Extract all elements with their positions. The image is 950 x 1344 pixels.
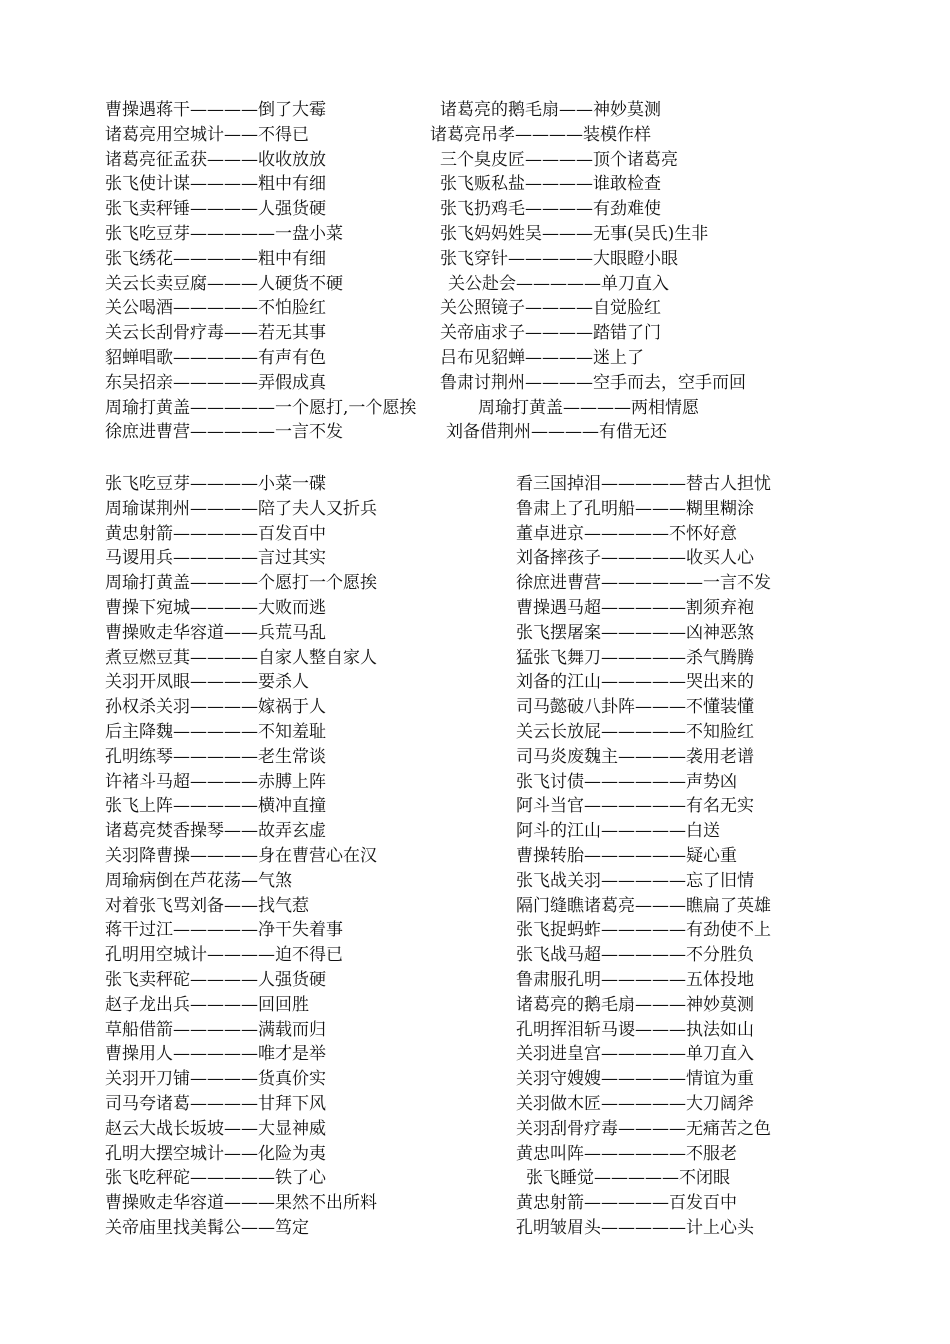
list-row [0, 396, 950, 421]
list-row [0, 596, 950, 621]
list-row [0, 346, 950, 371]
saying-left: 对着张飞骂刘备——找气惹 [105, 895, 309, 916]
saying-right: 张飞穿针—————大眼瞪小眼 [440, 248, 678, 269]
saying-right: 周瑜打黄盖————两相情愿 [478, 397, 699, 418]
saying-left: 赵云大战长坂坡——大显神威 [105, 1118, 326, 1139]
xiehouyu-list-section-1 [0, 98, 950, 445]
saying-left: 关羽开凤眼————要杀人 [105, 672, 309, 693]
list-row [0, 894, 950, 919]
saying-right: 董卓进京—————不怀好意 [516, 523, 737, 544]
saying-right: 隔门缝瞧诸葛亮———瞧扁了英雄 [516, 895, 771, 916]
saying-right: 孔明皱眉头—————计上心头 [516, 1217, 754, 1238]
list-row [0, 720, 950, 745]
saying-left: 周瑜病倒在芦花荡—气煞 [105, 870, 292, 891]
saying-right: 诸葛亮吊孝————装模作样 [430, 124, 651, 145]
saying-right: 张飞妈妈姓吴———无事(吴氏)生非 [440, 223, 709, 244]
saying-left: 张飞使计谋————粗中有细 [105, 174, 326, 195]
list-row [0, 1166, 950, 1191]
saying-right: 张飞睡觉—————不闭眼 [526, 1168, 730, 1189]
list-row [0, 420, 950, 445]
saying-right: 看三国掉泪—————替古人担忧 [516, 474, 771, 494]
saying-right: 关帝庙求子————踏错了门 [440, 323, 661, 344]
saying-right: 刘备借荆州————有借无还 [446, 422, 667, 443]
list-row [0, 1018, 950, 1043]
saying-left: 周瑜打黄盖————个愿打一个愿挨 [105, 573, 377, 594]
saying-right: 孔明挥泪斩马谡———执法如山 [516, 1019, 754, 1040]
saying-left: 曹操败走华容道———果然不出所料 [105, 1193, 377, 1214]
list-row [0, 321, 950, 346]
list-row [0, 869, 950, 894]
saying-right: 司马炎废魏主————袭用老谱 [516, 746, 754, 767]
saying-right: 司马懿破八卦阵———不懂装懂 [516, 697, 754, 718]
list-row [0, 172, 950, 197]
saying-left: 孔明大摆空城计——化险为夷 [105, 1143, 326, 1164]
saying-right: 关羽刮骨疗毒————无痛苦之色 [516, 1118, 771, 1139]
list-row [0, 1067, 950, 1092]
saying-right: 关羽做木匠—————大刀阔斧 [516, 1093, 754, 1114]
list-row [0, 993, 950, 1018]
list-row [0, 968, 950, 993]
saying-left: 张飞吃秤砣—————铁了心 [105, 1168, 326, 1189]
saying-right: 黄忠叫阵——————不服老 [516, 1143, 737, 1164]
saying-right: 关云长放屁—————不知脸红 [516, 721, 754, 742]
saying-left: 诸葛亮焚香操琴——故弄玄虚 [105, 821, 326, 842]
saying-left: 周瑜谋荆州————陪了夫人又折兵 [105, 498, 377, 519]
saying-left: 张飞吃豆芽—————一盘小菜 [105, 223, 343, 244]
saying-left: 周瑜打黄盖—————一个愿打,一个愿挨 [105, 397, 417, 418]
saying-right: 张飞讨债——————声势凶 [516, 771, 737, 792]
list-row [0, 819, 950, 844]
list-row [0, 1191, 950, 1216]
list-row [0, 670, 950, 695]
saying-left: 孙权杀关羽————嫁祸于人 [105, 697, 326, 718]
saying-left: 关云长刮骨疗毒——若无其事 [105, 323, 326, 344]
saying-left: 许褚斗马超————赤膊上阵 [105, 771, 326, 792]
saying-left: 曹操败走华容道——兵荒马乱 [105, 622, 326, 643]
saying-left: 关云长卖豆腐———人硬货不硬 [105, 273, 343, 294]
list-row [0, 770, 950, 795]
saying-left: 关羽降曹操————身在曹营心在汉 [105, 845, 377, 866]
saying-left: 后主降魏—————不知羞耻 [105, 721, 326, 742]
saying-left: 黄忠射箭—————百发百中 [105, 523, 326, 544]
list-row [0, 1216, 950, 1241]
saying-left: 关公喝酒—————不怕脸红 [105, 298, 326, 319]
saying-left: 司马夸诸葛————甘拜下风 [105, 1093, 326, 1114]
saying-right: 关羽守嫂嫂—————情谊为重 [516, 1069, 754, 1090]
saying-left: 张飞绣花—————粗中有细 [105, 248, 326, 269]
saying-right: 张飞战马超—————不分胜负 [516, 945, 754, 966]
saying-left: 蒋干过江—————净干失着事 [105, 920, 343, 941]
saying-left: 孔明练琴—————老生常谈 [105, 746, 326, 767]
list-row [0, 247, 950, 272]
saying-left: 张飞吃豆芽————小菜一碟 [105, 474, 326, 494]
list-row [0, 695, 950, 720]
saying-left: 孔明用空城计————迫不得已 [105, 945, 343, 966]
saying-left: 徐庶进曹营—————一言不发 [105, 422, 343, 443]
saying-left: 张飞卖秤砣————人强货硬 [105, 969, 326, 990]
saying-left: 关羽开刀铺————货真价实 [105, 1069, 326, 1090]
saying-right: 吕布见貂蝉————迷上了 [440, 347, 644, 368]
saying-right: 张飞摆屠案—————凶神恶煞 [516, 622, 754, 643]
list-row [0, 794, 950, 819]
saying-right: 曹操遇马超—————割须弃袍 [516, 597, 754, 618]
list-row [0, 522, 950, 547]
list-row [0, 1142, 950, 1167]
saying-right: 张飞捉蚂蚱—————有劲使不上 [516, 920, 771, 941]
saying-left: 曹操下宛城————大败而逃 [105, 597, 326, 618]
list-row [0, 272, 950, 297]
saying-right: 刘备的江山—————哭出来的 [516, 672, 754, 693]
saying-right: 曹操转胎——————疑心重 [516, 845, 737, 866]
saying-right: 鲁肃上了孔明船———糊里糊涂 [516, 498, 754, 519]
list-row [0, 222, 950, 247]
saying-left: 张飞卖秤锤————人强货硬 [105, 199, 326, 220]
saying-left: 草船借箭—————满载而归 [105, 1019, 326, 1040]
saying-left: 关帝庙里找美髯公——笃定 [105, 1217, 309, 1238]
list-row [0, 546, 950, 571]
saying-left: 张飞上阵—————横冲直撞 [105, 796, 326, 817]
list-row [0, 98, 950, 123]
list-row [0, 943, 950, 968]
list-row [0, 371, 950, 396]
saying-left: 诸葛亮用空城计——不得已 [105, 124, 309, 145]
list-row [0, 197, 950, 222]
saying-left: 诸葛亮征孟获———收收放放 [105, 149, 326, 170]
saying-right: 关公照镜子————自觉脸红 [440, 298, 661, 319]
saying-right: 诸葛亮的鹅毛扇——神妙莫测 [440, 100, 661, 120]
list-row [0, 497, 950, 522]
list-row [0, 844, 950, 869]
saying-right: 阿斗的江山—————白送 [516, 821, 720, 842]
list-row [0, 1117, 950, 1142]
list-row [0, 646, 950, 671]
saying-left: 曹操用人—————唯才是举 [105, 1044, 326, 1065]
saying-left: 东吴招亲—————弄假成真 [105, 372, 326, 393]
xiehouyu-list-section-2 [0, 472, 950, 1241]
saying-right: 阿斗当官——————有名无实 [516, 796, 754, 817]
list-row [0, 472, 950, 497]
list-row [0, 621, 950, 646]
saying-left: 赵子龙出兵————回回胜 [105, 994, 309, 1015]
saying-right: 关公赴会—————单刀直入 [448, 273, 669, 294]
saying-right: 诸葛亮的鹅毛扇———神妙莫测 [516, 994, 754, 1015]
list-row [0, 1042, 950, 1067]
list-row [0, 918, 950, 943]
saying-right: 刘备摔孩子—————收买人心 [516, 548, 754, 569]
saying-left: 马谡用兵—————言过其实 [105, 548, 326, 569]
saying-right: 关羽进皇宫—————单刀直入 [516, 1044, 754, 1065]
list-row [0, 571, 950, 596]
saying-right: 鲁肃服孔明—————五体投地 [516, 969, 754, 990]
saying-right: 张飞扔鸡毛————有劲难使 [440, 199, 661, 220]
list-row [0, 1092, 950, 1117]
list-row [0, 745, 950, 770]
saying-right: 鲁肃讨荆州————空手而去，空手而回 [440, 372, 746, 393]
saying-right: 徐庶进曹营——————一言不发 [516, 573, 771, 594]
saying-left: 曹操遇蒋干————倒了大霉 [105, 100, 326, 120]
saying-right: 猛张飞舞刀—————杀气腾腾 [516, 647, 754, 668]
saying-right: 三个臭皮匠————顶个诸葛亮 [440, 149, 678, 170]
saying-left: 貂蝉唱歌—————有声有色 [105, 347, 326, 368]
list-row [0, 296, 950, 321]
list-row [0, 148, 950, 173]
saying-right: 黄忠射箭—————百发百中 [516, 1193, 737, 1214]
saying-right: 张飞战关羽—————忘了旧情 [516, 870, 754, 891]
saying-left: 煮豆燃豆萁————自家人整自家人 [105, 647, 377, 668]
list-row [0, 123, 950, 148]
saying-right: 张飞贩私盐————谁敢检查 [440, 174, 661, 195]
